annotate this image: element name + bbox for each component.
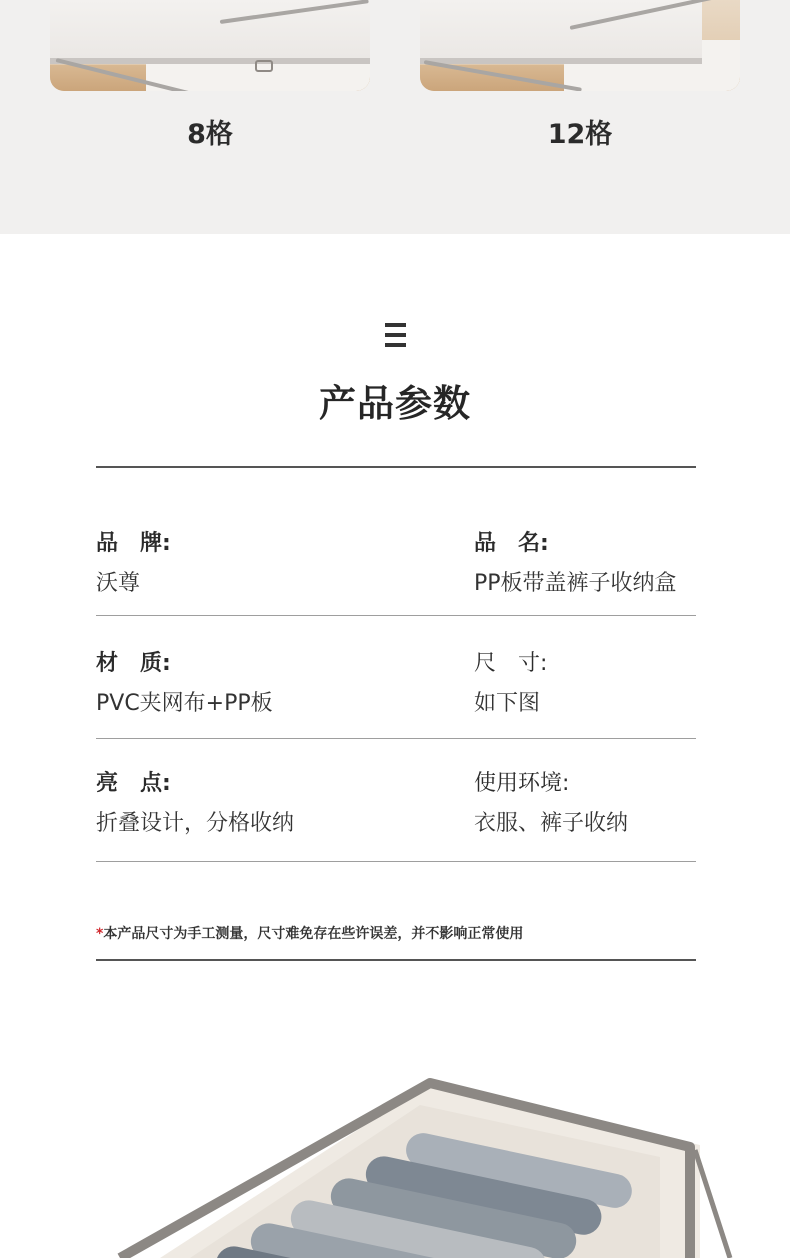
divider — [96, 738, 696, 739]
variant-12-grid-image[interactable] — [420, 0, 740, 91]
measurement-note — [96, 923, 523, 943]
storage-box-illustration — [100, 1075, 740, 1258]
spec-value-highlight: 折叠设计，分格收纳 — [96, 811, 295, 836]
spec-label-brand: 品 牌: — [96, 531, 171, 556]
note-star: * — [96, 926, 104, 942]
spec-label-product-name: 品 名: — [474, 531, 549, 556]
spec-value-product-name: PP板带盖裤子收纳盒 — [474, 571, 677, 596]
section-title: 产品参数 — [319, 382, 471, 425]
divider — [96, 615, 696, 616]
spec-label-usage: 使用环境: — [474, 771, 570, 796]
variant-8-grid-label: 8格 — [187, 119, 233, 150]
spec-label-size: 尺 寸: — [474, 651, 548, 676]
section-menu-icon — [385, 323, 406, 347]
divider — [96, 466, 696, 468]
spec-value-brand: 沃尊 — [96, 571, 141, 596]
spec-value-material: PVC夹网布+PP板 — [96, 691, 273, 716]
spec-label-highlight: 亮 点: — [96, 771, 171, 796]
variant-12-grid-label: 12格 — [547, 119, 613, 150]
divider — [96, 861, 696, 862]
zipper-pull-image-part — [255, 60, 273, 72]
spec-value-usage: 衣服、裤子收纳 — [474, 811, 629, 836]
variant-8-grid-image[interactable] — [50, 0, 370, 91]
divider — [96, 959, 696, 961]
spec-label-material: 材 质: — [96, 651, 171, 676]
product-photo — [100, 1075, 740, 1258]
spec-value-size: 如下图 — [474, 691, 541, 716]
note-text: 本产品尺寸为手工测量，尺寸难免存在些许误差，并不影响正常使用 — [103, 926, 524, 942]
